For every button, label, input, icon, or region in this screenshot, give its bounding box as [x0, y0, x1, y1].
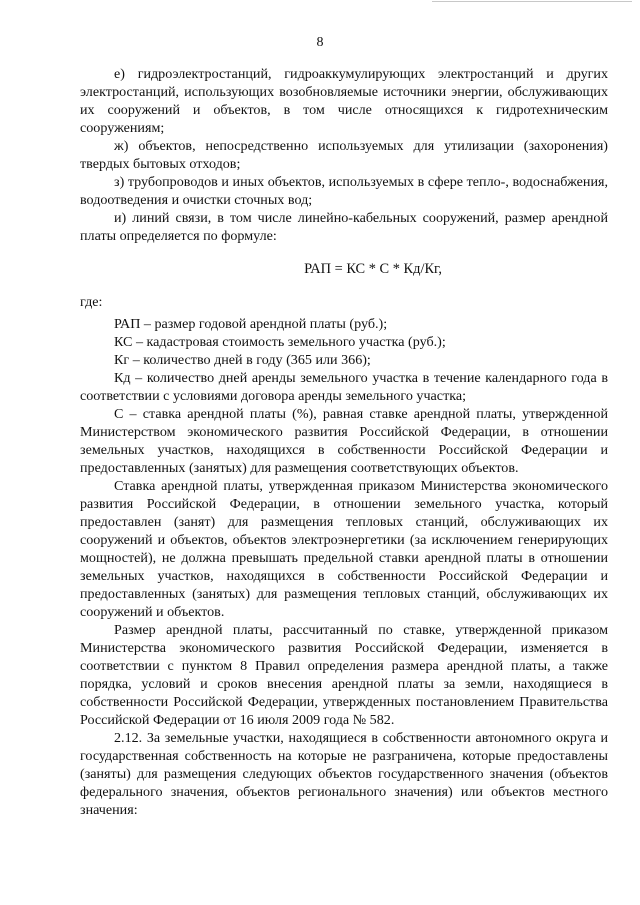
- paragraph-item-z: з) трубопроводов и иных объектов, используемых в сфере тепло-, водоснабжения, водоотведения и очистки сточных вод;: [80, 174, 608, 208]
- definition-kd: Кд – количество дней аренды земельного участка в течение календарного года в соответствии с условиями договора аренды земельного участка;: [80, 370, 608, 404]
- paragraph-item-i: и) линий связи, в том числе линейно-кабельных сооружений, размер арендной платы определяется по формуле:: [80, 210, 608, 244]
- paragraph-2-12: 2.12. За земельные участки, находящиеся в собственности автономного округа и государственная собственность на которые не разграничена, которые предоставлены (заняты) для размещения следующих объектов государственного значения (объектов федерального значения, объектов регионального значения) или объектов местного значения:: [80, 730, 608, 818]
- top-rule: [432, 1, 632, 2]
- paragraph-item-e: е) гидроэлектростанций, гидроаккумулирующих электростанций и других электростанций, использующих возобновляемые источники энергии, обслуживающих их сооружений и объектов, в том числе относящихся к гидротехническим сооружениям;: [80, 66, 608, 136]
- definition-rap: РАП – размер годовой арендной платы (руб.);: [114, 316, 388, 332]
- where-label: где:: [80, 294, 103, 310]
- document-body: [80, 65, 608, 819]
- paragraph-rent-size: Размер арендной платы, рассчитанный по ставке, утвержденной приказом Министерства экономического развития Российской Федерации, изменяется в соответствии с пунктом 8 Правил определения размера арендной платы, а также порядка, условий и сроков внесения арендной платы за земли, находящиеся в собственности Российской Федерации, утвержденных постановлением Правительства Российской Федерации от 16 июля 2009 года № 582.: [80, 622, 608, 728]
- definition-kg: Кг – количество дней в году (365 или 366);: [114, 352, 371, 368]
- definition-c: С – ставка арендной платы (%), равная ставке арендной платы, утвержденной Министерством экономического развития Российской Федерации, в отношении земельных участков, находящихся в собственности Российской Федерации и предоставленных (занятых) для размещения соответствующих объектов.: [80, 406, 608, 476]
- page-number: 8: [316, 35, 324, 50]
- paragraph-rate: Ставка арендной платы, утвержденная приказом Министерства экономического развития Российской Федерации, в отношении земельного участка, который предоставлен (занят) для размещения тепловых станций, обслуживающих их сооружений и объектов, объектов электроэнергетики (за исключением генерирующих мощностей), не должна превышать предельной ставки арендной платы в отношении земельных участков, находящихся в собственности Российской Федерации и предоставленных (занятых) для размещения тепловых станций, обслуживающих их сооружений и объектов.: [80, 478, 608, 620]
- rent-formula: РАП = КС * С * Кд/Кг,: [304, 261, 442, 277]
- definition-ks: КС – кадастровая стоимость земельного участка (руб.);: [114, 334, 446, 350]
- paragraph-item-zh: ж) объектов, непосредственно используемых для утилизации (захоронения) твердых бытовых отходов;: [80, 138, 608, 172]
